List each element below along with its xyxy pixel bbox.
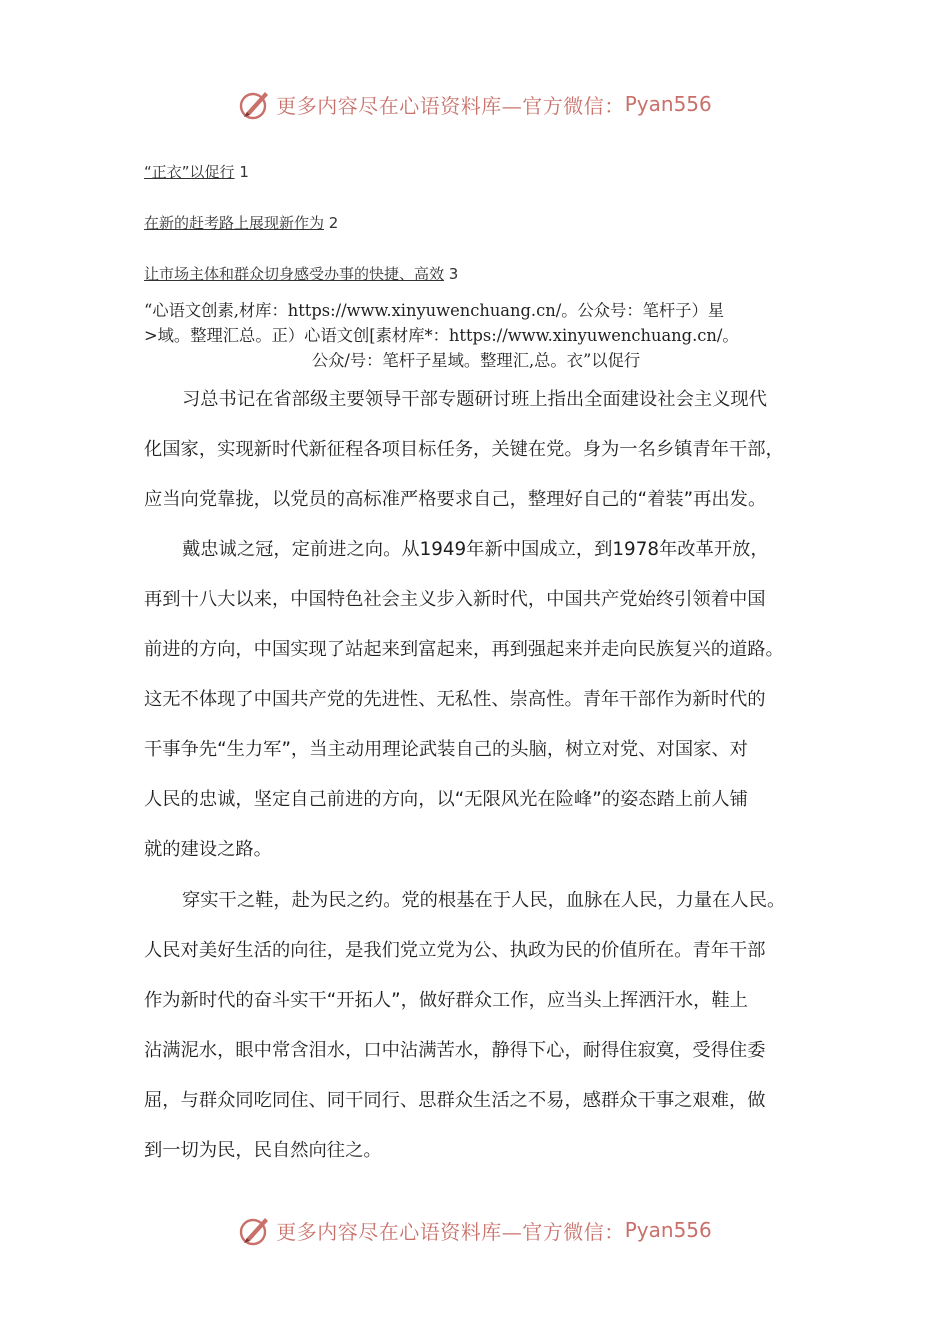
footer-banner bbox=[0, 1208, 950, 1252]
header-banner bbox=[0, 82, 950, 126]
body-paragraph bbox=[144, 375, 808, 525]
footer-banner-wechat-id: Pyan556 bbox=[624, 1218, 712, 1242]
toc-entry-label[interactable]: 让市场主体和群众切身感受办事的快捷、高效 bbox=[144, 265, 445, 283]
header-banner-wechat-id: Pyan556 bbox=[624, 92, 712, 116]
paragraph-line: 沾满泥水，眼中常含泪水，口中沾满苦水，静得下心，耐得住寂寞，受得住委 bbox=[144, 1040, 766, 1061]
toc-entry-page: 1 bbox=[239, 163, 249, 181]
toc-entry[interactable] bbox=[144, 161, 249, 182]
toc-entry-label[interactable]: 在新的赶考路上展现新作为 bbox=[144, 214, 325, 232]
quill-pen-logo-icon bbox=[238, 87, 272, 121]
paragraph-line: 到一切为民，民自然向往之。 bbox=[144, 1140, 382, 1161]
paragraph-line: 人民的忠诚，坚定自己前进的方向，以“无限风光在险峰”的姿态踏上前人铺 bbox=[144, 789, 748, 810]
quill-pen-logo-icon bbox=[238, 1213, 272, 1247]
paragraph-line: 人民对美好生活的向往，是我们党立党为公、执政为民的价值所在。青年干部 bbox=[144, 940, 766, 961]
body-paragraph bbox=[144, 525, 808, 875]
watermark-title-block bbox=[144, 298, 808, 373]
toc-entry-page: 2 bbox=[328, 214, 339, 232]
paragraph-line: 作为新时代的奋斗实干“开拓人”，做好群众工作，应当头上挥洒汗水，鞋上 bbox=[144, 990, 748, 1011]
toc-entry-page: 3 bbox=[448, 265, 459, 283]
footer-banner-text: 更多内容尽在心语资料库—官方微信： bbox=[276, 1219, 625, 1244]
paragraph-line: 戴忠诚之冠，定前进之向。从1949年新中国成立，到1978年改革开放， bbox=[182, 539, 769, 560]
paragraph-line: 习总书记在省部级主要领导干部专题研讨班上指出全面建设社会主义现代 bbox=[182, 389, 767, 410]
paragraph-line: 前进的方向，中国实现了站起来到富起来，再到强起来并走向民族复兴的道路。 bbox=[144, 639, 784, 660]
toc-entry[interactable] bbox=[144, 263, 458, 284]
toc-entry[interactable] bbox=[144, 212, 338, 233]
watermark-line: 公众/号：笔杆子星域。整理汇,总。衣”以促行 bbox=[311, 351, 641, 370]
toc-entry-label[interactable]: “正衣”以促行 bbox=[144, 163, 235, 181]
paragraph-line: 应当向党靠拢，以党员的高标准严格要求自己，整理好自己的“着装”再出发。 bbox=[144, 489, 767, 510]
paragraph-line: 就的建设之路。 bbox=[144, 839, 272, 860]
body-paragraph bbox=[144, 876, 808, 1176]
watermark-line: >域。整理汇总。正）心语文创[素材库*：https://www.xinyuwenchuang.cn/。 bbox=[144, 326, 739, 345]
paragraph-line: 屈，与群众同吃同住、同干同行、思群众生活之不易，感群众干事之艰难，做 bbox=[144, 1090, 766, 1111]
paragraph-line: 这无不体现了中国共产党的先进性、无私性、崇高性。青年干部作为新时代的 bbox=[144, 689, 766, 710]
watermark-line: “心语文创素,材库：https://www.xinyuwenchuang.cn/。公众号：笔杆子）星 bbox=[144, 301, 725, 320]
paragraph-line: 再到十八大以来，中国特色社会主义步入新时代，中国共产党始终引领着中国 bbox=[144, 589, 766, 610]
paragraph-line: 干事争先“生力军”，当主动用理论武装自己的头脑，树立对党、对国家、对 bbox=[144, 739, 748, 760]
paragraph-line: 穿实干之鞋，赴为民之约。党的根基在于人民，血脉在人民，力量在人民。 bbox=[182, 890, 786, 911]
header-banner-text: 更多内容尽在心语资料库—官方微信： bbox=[276, 93, 625, 118]
paragraph-line: 化国家，实现新时代新征程各项目标任务，关键在党。身为一名乡镇青年干部， bbox=[144, 439, 784, 460]
